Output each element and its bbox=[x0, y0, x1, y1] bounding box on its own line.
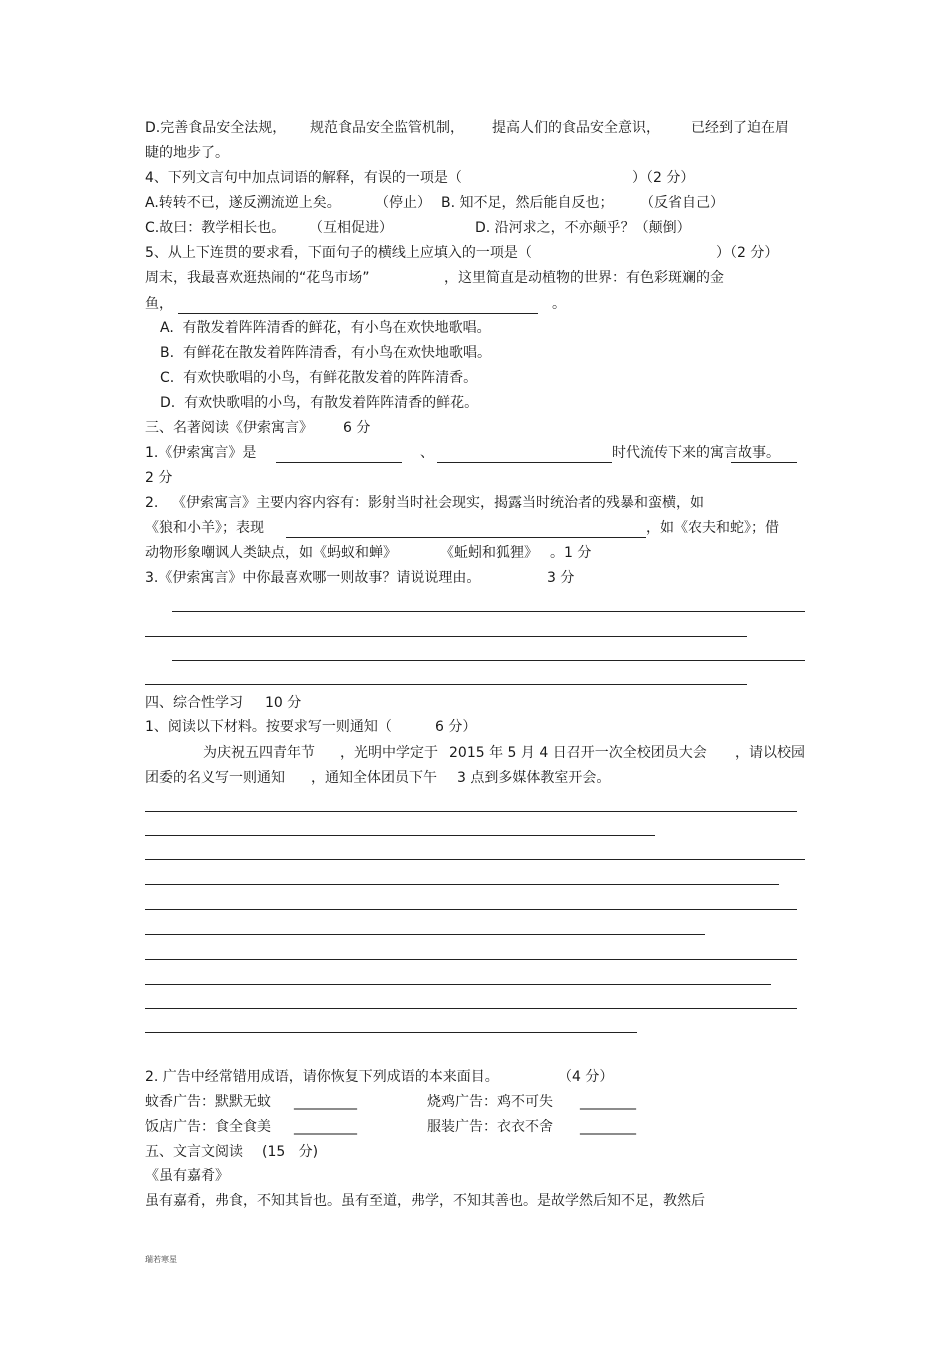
section4-score: 10 分 bbox=[265, 695, 302, 711]
s4-answer-line-5[interactable] bbox=[145, 909, 797, 910]
s4-material-1a: 为庆祝五四青年节 bbox=[203, 745, 315, 761]
s4-material-2b: ，通知全体团员下午 bbox=[311, 770, 437, 786]
s3-q2-line2b: ，如《农夫和蛇》；借 bbox=[646, 520, 779, 536]
s3-q1-score: 2 分 bbox=[145, 470, 173, 486]
optD-part5: 睫的地步了。 bbox=[145, 145, 229, 161]
ad-roast-chicken-blank[interactable]: ________ bbox=[580, 1094, 636, 1110]
q5-option-d: D. 有欢快歌唱的小鸟，有散发着阵阵清香的鲜花。 bbox=[160, 395, 479, 411]
q5-blank-line[interactable] bbox=[178, 313, 538, 314]
s4-material-2c: 3 点到多媒体教室开会。 bbox=[457, 770, 611, 786]
page-footer: 瑞若寒星 bbox=[145, 1255, 177, 1264]
section4-title: 四、综合性学习 bbox=[145, 695, 243, 711]
optD-part2: 规范食品安全监管机制， bbox=[310, 120, 464, 136]
s4-answer-line-4[interactable] bbox=[145, 884, 779, 885]
q4-option-b: B. 知不足，然后能自反也； bbox=[441, 195, 614, 211]
s4-answer-line-8[interactable] bbox=[145, 984, 771, 985]
q5-option-a: A. 有散发着阵阵清香的鲜花，有小鸟在欢快地歌唱。 bbox=[160, 320, 491, 336]
s3-q3-text: 3.《伊索寓言》中你最喜欢哪一则故事？请说说理由。 bbox=[145, 570, 481, 586]
q4-stem: 4、下列文言句中加点词语的解释，有误的一项是（ bbox=[145, 170, 462, 186]
s4-answer-line-7[interactable] bbox=[145, 959, 797, 960]
s3-q2-line3a: 动物形象嘲讽人类缺点，如《蚂蚁和蝉》 bbox=[145, 545, 397, 561]
s4-answer-line-3[interactable] bbox=[145, 859, 805, 860]
ad-clothing: 服装广告：衣衣不舍 bbox=[427, 1119, 553, 1135]
s4-material-1c: 2015 年 5 月 4 日召开一次全校团员大会 bbox=[449, 745, 707, 761]
s3-q2-line3b: 《蚯蚓和狐狸》 bbox=[440, 545, 538, 561]
s3-q1-blank-1[interactable] bbox=[276, 462, 402, 463]
optD-part1: D.完善食品安全法规， bbox=[145, 120, 287, 136]
section5-title: 五、文言文阅读 bbox=[145, 1144, 243, 1160]
s4-material-2a: 团委的名义写一则通知 bbox=[145, 770, 285, 786]
s3-q3-score: 3 分 bbox=[547, 570, 575, 586]
s3-q2-line2a: 《狼和小羊》；表现 bbox=[145, 520, 264, 536]
q4-option-b-gloss: （反省自己） bbox=[640, 195, 724, 211]
optD-part4: 已经到了迫在眉 bbox=[691, 120, 789, 136]
q4-score: ）（2 分） bbox=[632, 170, 695, 186]
s4-answer-line-9[interactable] bbox=[145, 1008, 797, 1009]
s3-q1-sep: 、 bbox=[420, 445, 434, 461]
optD-part3: 提高人们的食品安全意识， bbox=[492, 120, 660, 136]
s4-answer-line-10[interactable] bbox=[145, 1032, 637, 1033]
q4-option-a: A.转转不已，遂反溯流逆上矣。 bbox=[145, 195, 341, 211]
s4-material-1d: ，请以校园 bbox=[735, 745, 805, 761]
s3-answer-line-3[interactable] bbox=[172, 660, 805, 661]
s3-q1-blank-2[interactable] bbox=[437, 462, 612, 463]
s5-passage: 虽有嘉肴，弗食，不知其旨也。虽有至道，弗学，不知其善也。是故学然后知不足，教然后 bbox=[145, 1193, 705, 1209]
s4-q1-score: 6 分） bbox=[435, 719, 477, 735]
q5-sentence-1b: ，这里简直是动植物的世界：有色彩斑斓的金 bbox=[444, 270, 724, 286]
ad-restaurant: 饭店广告：食全食美 bbox=[145, 1119, 271, 1135]
q5-sentence-1a: 周末，我最喜欢逛热闹的“花鸟市场” bbox=[145, 270, 370, 286]
q5-option-c: C. 有欢快歌唱的小鸟，有鲜花散发着的阵阵清香。 bbox=[160, 370, 478, 386]
s3-q2-blank[interactable] bbox=[286, 537, 646, 538]
s4-answer-line-2[interactable] bbox=[145, 835, 655, 836]
s5-work-title: 《虽有嘉肴》 bbox=[145, 1168, 229, 1184]
q4-option-d: D. 沿河求之，不亦颠乎？（颠倒） bbox=[475, 220, 691, 236]
s4-q2-score: （4 分） bbox=[558, 1069, 614, 1085]
q4-option-c-gloss: （互相促进） bbox=[309, 220, 393, 236]
q4-option-c: C.故曰：教学相长也。 bbox=[145, 220, 286, 236]
q5-sentence-2b: 。 bbox=[552, 296, 566, 312]
q4-option-a-gloss: （停止） bbox=[375, 195, 431, 211]
s3-answer-line-4[interactable] bbox=[145, 684, 747, 685]
s3-q2-num: 2. bbox=[145, 495, 159, 511]
s4-material-1b: ，光明中学定于 bbox=[340, 745, 438, 761]
s4-answer-line-1[interactable] bbox=[145, 811, 797, 812]
s3-answer-line-1[interactable] bbox=[172, 611, 805, 612]
s4-q1-text: 1、阅读以下材料。按要求写一则通知（ bbox=[145, 719, 392, 735]
section3-title: 三、名著阅读《伊索寓言》 bbox=[145, 420, 313, 436]
s4-answer-line-6[interactable] bbox=[145, 934, 705, 935]
ad-clothing-blank[interactable]: ________ bbox=[580, 1119, 636, 1135]
ad-mosquito-coil-blank[interactable]: _________ bbox=[294, 1094, 357, 1110]
s4-q2-text: 2. 广告中经常错用成语，请你恢复下列成语的本来面目。 bbox=[145, 1069, 499, 1085]
ad-mosquito-coil: 蚊香广告：默默无蚊 bbox=[145, 1094, 271, 1110]
ad-restaurant-blank[interactable]: _________ bbox=[294, 1119, 357, 1135]
section3-score: 6 分 bbox=[343, 420, 371, 436]
q5-stem: 5、从上下连贯的要求看，下面句子的横线上应填入的一项是（ bbox=[145, 245, 532, 261]
q5-option-b: B. 有鲜花在散发着阵阵清香，有小鸟在欢快地歌唱。 bbox=[160, 345, 491, 361]
q5-sentence-2a: 鱼， bbox=[145, 296, 173, 312]
s3-q1-label: 1.《伊索寓言》是 bbox=[145, 445, 257, 461]
s3-q1-tail-underline bbox=[731, 462, 797, 463]
s3-q1-tail: 时代流传下来的寓言故事。 bbox=[612, 445, 780, 461]
s3-q2-line1: 《伊索寓言》主要内容内容有：影射当时社会现实，揭露当时统治者的残暴和蛮横，如 bbox=[172, 495, 704, 511]
section5-score: (15 分) bbox=[262, 1144, 319, 1160]
ad-roast-chicken: 烧鸡广告：鸡不可失 bbox=[427, 1094, 553, 1110]
q5-score: ）（2 分） bbox=[716, 245, 779, 261]
s3-answer-line-2[interactable] bbox=[145, 636, 747, 637]
s3-q2-line3c: 。1 分 bbox=[550, 545, 592, 561]
